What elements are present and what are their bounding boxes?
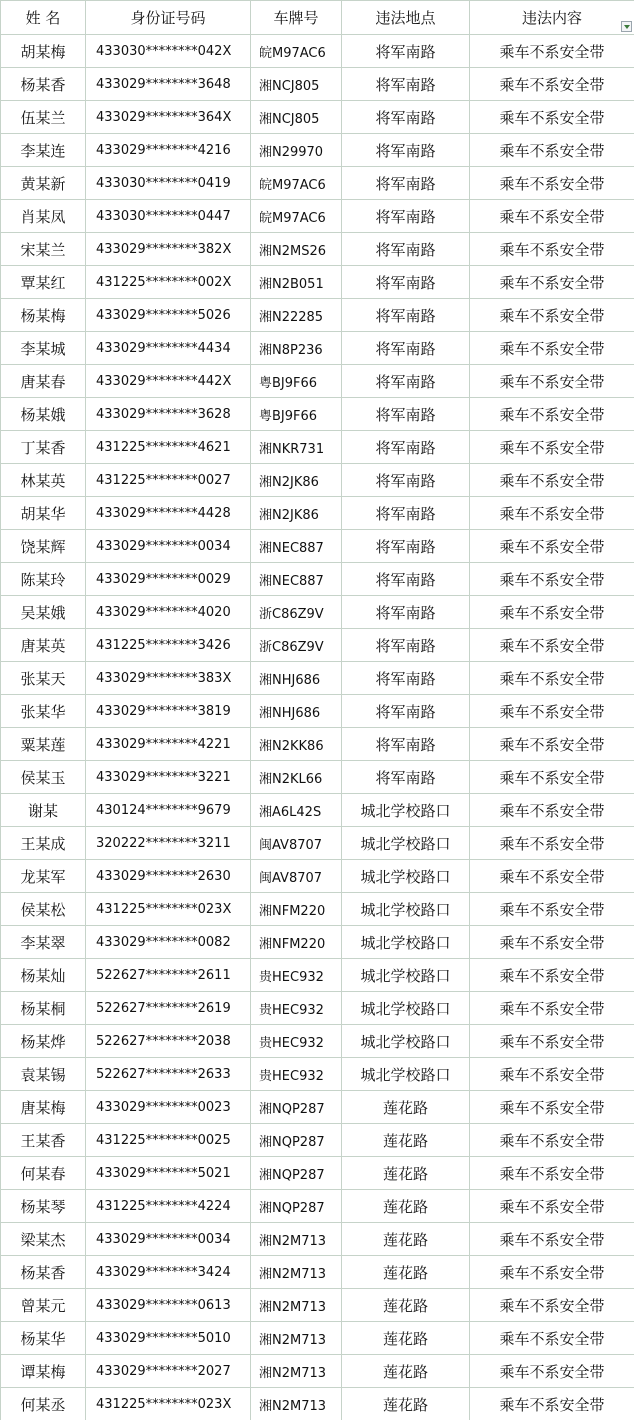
cell-violation[interactable]: 乘车不系安全带 — [470, 1223, 634, 1256]
cell-name[interactable]: 宋某兰 — [1, 233, 86, 266]
cell-location[interactable]: 城北学校路口 — [342, 992, 470, 1025]
cell-id-number[interactable]: 431225********0025 — [86, 1124, 251, 1157]
cell-id-number[interactable]: 433029********4216 — [86, 134, 251, 167]
table-row — [1, 827, 634, 860]
cell-id-number[interactable]: 433029********382X — [86, 233, 251, 266]
cell-id-number[interactable]: 433029********3648 — [86, 68, 251, 101]
cell-violation[interactable]: 乘车不系安全带 — [470, 431, 634, 464]
cell-plate[interactable]: 湘NHJ686 — [251, 695, 342, 728]
cell-violation[interactable]: 乘车不系安全带 — [470, 1157, 634, 1190]
cell-plate[interactable]: 粤BJ9F66 — [251, 365, 342, 398]
cell-location[interactable]: 莲花路 — [342, 1355, 470, 1388]
table-row — [1, 233, 634, 266]
cell-plate[interactable]: 贵HEC932 — [251, 1025, 342, 1058]
cell-plate[interactable]: 湘N2M713 — [251, 1223, 342, 1256]
cell-violation[interactable]: 乘车不系安全带 — [470, 596, 634, 629]
cell-plate[interactable]: 浙C86Z9V — [251, 629, 342, 662]
cell-location[interactable]: 将军南路 — [342, 728, 470, 761]
cell-location[interactable]: 城北学校路口 — [342, 827, 470, 860]
cell-plate[interactable]: 湘NQP287 — [251, 1124, 342, 1157]
cell-location[interactable]: 将军南路 — [342, 629, 470, 662]
cell-plate[interactable]: 湘N2KL66 — [251, 761, 342, 794]
cell-id-number[interactable]: 433029********364X — [86, 101, 251, 134]
cell-name[interactable]: 胡某梅 — [1, 35, 86, 68]
cell-location[interactable]: 将军南路 — [342, 200, 470, 233]
cell-location[interactable]: 将军南路 — [342, 464, 470, 497]
table-row — [1, 563, 634, 596]
cell-violation[interactable]: 乘车不系安全带 — [470, 101, 634, 134]
filter-dropdown-icon[interactable] — [621, 21, 632, 32]
cell-location[interactable]: 将军南路 — [342, 431, 470, 464]
cell-location[interactable]: 莲花路 — [342, 1322, 470, 1355]
cell-id-number[interactable]: 431225********4224 — [86, 1190, 251, 1223]
cell-violation[interactable]: 乘车不系安全带 — [470, 1388, 634, 1420]
cell-location[interactable]: 莲花路 — [342, 1190, 470, 1223]
cell-id-number[interactable]: 433029********4221 — [86, 728, 251, 761]
cell-name[interactable]: 覃某红 — [1, 266, 86, 299]
header-plate[interactable]: 车牌号 — [251, 1, 342, 35]
cell-id-number[interactable]: 320222********3211 — [86, 827, 251, 860]
header-row — [1, 1, 634, 35]
cell-id-number[interactable]: 430124********9679 — [86, 794, 251, 827]
header-violation[interactable] — [470, 1, 634, 35]
cell-id-number[interactable]: 433029********4428 — [86, 497, 251, 530]
cell-id-number[interactable]: 433029********0023 — [86, 1091, 251, 1124]
cell-location[interactable]: 莲花路 — [342, 1256, 470, 1289]
cell-violation[interactable]: 乘车不系安全带 — [470, 728, 634, 761]
table-row — [1, 761, 634, 794]
cell-name[interactable]: 粟某莲 — [1, 728, 86, 761]
cell-location[interactable]: 城北学校路口 — [342, 893, 470, 926]
cell-violation[interactable]: 乘车不系安全带 — [470, 167, 634, 200]
table-row — [1, 167, 634, 200]
cell-id-number[interactable]: 433029********3819 — [86, 695, 251, 728]
cell-name[interactable]: 唐某英 — [1, 629, 86, 662]
cell-id-number[interactable]: 433029********0034 — [86, 1223, 251, 1256]
cell-location[interactable]: 将军南路 — [342, 365, 470, 398]
cell-name[interactable]: 王某香 — [1, 1124, 86, 1157]
cell-id-number[interactable]: 433030********0419 — [86, 167, 251, 200]
cell-name[interactable]: 袁某锡 — [1, 1058, 86, 1091]
cell-name[interactable]: 杨某灿 — [1, 959, 86, 992]
cell-name[interactable]: 杨某琴 — [1, 1190, 86, 1223]
cell-id-number[interactable]: 522627********2619 — [86, 992, 251, 1025]
cell-name[interactable]: 曾某元 — [1, 1289, 86, 1322]
table-row — [1, 200, 634, 233]
cell-violation[interactable]: 乘车不系安全带 — [470, 794, 634, 827]
cell-violation[interactable]: 乘车不系安全带 — [470, 497, 634, 530]
header-violation-label: 违法内容 — [521, 9, 582, 27]
cell-name[interactable]: 胡某华 — [1, 497, 86, 530]
table-body — [1, 35, 634, 1420]
cell-violation[interactable]: 乘车不系安全带 — [470, 827, 634, 860]
cell-id-number[interactable]: 433029********0082 — [86, 926, 251, 959]
cell-violation[interactable]: 乘车不系安全带 — [470, 200, 634, 233]
cell-location[interactable]: 将军南路 — [342, 563, 470, 596]
cell-plate[interactable]: 贵HEC932 — [251, 992, 342, 1025]
cell-violation[interactable]: 乘车不系安全带 — [470, 860, 634, 893]
cell-location[interactable]: 城北学校路口 — [342, 860, 470, 893]
cell-violation[interactable]: 乘车不系安全带 — [470, 662, 634, 695]
cell-plate[interactable]: 闽AV8707 — [251, 860, 342, 893]
cell-name[interactable]: 伍某兰 — [1, 101, 86, 134]
table-row — [1, 398, 634, 431]
cell-name[interactable]: 丁某香 — [1, 431, 86, 464]
cell-id-number[interactable]: 433029********3424 — [86, 1256, 251, 1289]
cell-name[interactable]: 林某英 — [1, 464, 86, 497]
cell-plate[interactable]: 湘NKR731 — [251, 431, 342, 464]
table-row — [1, 629, 634, 662]
cell-location[interactable]: 将军南路 — [342, 266, 470, 299]
cell-name[interactable]: 杨某香 — [1, 1256, 86, 1289]
cell-violation[interactable]: 乘车不系安全带 — [470, 530, 634, 563]
cell-plate[interactable]: 湘N2B051 — [251, 266, 342, 299]
cell-name[interactable]: 饶某辉 — [1, 530, 86, 563]
cell-plate[interactable]: 皖M97AC6 — [251, 167, 342, 200]
cell-location[interactable]: 将军南路 — [342, 68, 470, 101]
cell-violation[interactable]: 乘车不系安全带 — [470, 1091, 634, 1124]
cell-plate[interactable]: 湘NCJ805 — [251, 68, 342, 101]
cell-location[interactable]: 城北学校路口 — [342, 794, 470, 827]
table-row — [1, 68, 634, 101]
cell-violation[interactable]: 乘车不系安全带 — [470, 1058, 634, 1091]
cell-plate[interactable]: 湘NQP287 — [251, 1091, 342, 1124]
cell-violation[interactable]: 乘车不系安全带 — [470, 629, 634, 662]
cell-id-number[interactable]: 431225********3426 — [86, 629, 251, 662]
cell-name[interactable]: 唐某梅 — [1, 1091, 86, 1124]
cell-id-number[interactable]: 433029********4020 — [86, 596, 251, 629]
cell-id-number[interactable]: 433030********042X — [86, 35, 251, 68]
cell-id-number[interactable]: 433029********0034 — [86, 530, 251, 563]
cell-plate[interactable]: 湘N2M713 — [251, 1289, 342, 1322]
cell-plate[interactable]: 浙C86Z9V — [251, 596, 342, 629]
table-row — [1, 1124, 634, 1157]
cell-id-number[interactable]: 433029********0029 — [86, 563, 251, 596]
cell-violation[interactable]: 乘车不系安全带 — [470, 398, 634, 431]
table-row — [1, 1388, 634, 1420]
cell-id-number[interactable]: 433029********3628 — [86, 398, 251, 431]
cell-plate[interactable]: 湘NFM220 — [251, 893, 342, 926]
cell-location[interactable]: 城北学校路口 — [342, 959, 470, 992]
cell-violation[interactable]: 乘车不系安全带 — [470, 992, 634, 1025]
cell-id-number[interactable]: 431225********0027 — [86, 464, 251, 497]
table-row — [1, 266, 634, 299]
cell-name[interactable]: 张某华 — [1, 695, 86, 728]
cell-plate[interactable]: 贵HEC932 — [251, 1058, 342, 1091]
table-row — [1, 1322, 634, 1355]
cell-name[interactable]: 杨某香 — [1, 68, 86, 101]
cell-id-number[interactable]: 433029********3221 — [86, 761, 251, 794]
cell-plate[interactable]: 湘NFM220 — [251, 926, 342, 959]
cell-plate[interactable]: 闽AV8707 — [251, 827, 342, 860]
table-row — [1, 596, 634, 629]
cell-name[interactable]: 何某春 — [1, 1157, 86, 1190]
table-row — [1, 860, 634, 893]
cell-id-number[interactable]: 522627********2611 — [86, 959, 251, 992]
cell-name[interactable]: 侯某玉 — [1, 761, 86, 794]
cell-plate[interactable]: 湘N2MS26 — [251, 233, 342, 266]
cell-plate[interactable]: 湘N29970 — [251, 134, 342, 167]
cell-violation[interactable]: 乘车不系安全带 — [470, 464, 634, 497]
cell-id-number[interactable]: 433029********5010 — [86, 1322, 251, 1355]
cell-plate[interactable]: 皖M97AC6 — [251, 35, 342, 68]
table-row — [1, 1058, 634, 1091]
cell-name[interactable]: 陈某玲 — [1, 563, 86, 596]
cell-location[interactable]: 将军南路 — [342, 497, 470, 530]
cell-location[interactable]: 城北学校路口 — [342, 1058, 470, 1091]
table-row — [1, 959, 634, 992]
cell-violation[interactable]: 乘车不系安全带 — [470, 35, 634, 68]
cell-violation[interactable]: 乘车不系安全带 — [470, 1190, 634, 1223]
cell-violation[interactable]: 乘车不系安全带 — [470, 134, 634, 167]
cell-name[interactable]: 杨某华 — [1, 1322, 86, 1355]
cell-name[interactable]: 王某成 — [1, 827, 86, 860]
table-row — [1, 992, 634, 1025]
cell-plate[interactable]: 湘N2JK86 — [251, 464, 342, 497]
cell-id-number[interactable]: 431225********002X — [86, 266, 251, 299]
cell-location[interactable]: 将军南路 — [342, 167, 470, 200]
cell-location[interactable]: 将军南路 — [342, 695, 470, 728]
cell-plate[interactable]: 湘N2M713 — [251, 1256, 342, 1289]
cell-name[interactable]: 李某翠 — [1, 926, 86, 959]
cell-violation[interactable]: 乘车不系安全带 — [470, 1256, 634, 1289]
table-row — [1, 728, 634, 761]
cell-id-number[interactable]: 433029********4434 — [86, 332, 251, 365]
cell-plate[interactable]: 湘N2M713 — [251, 1355, 342, 1388]
cell-location[interactable]: 将军南路 — [342, 596, 470, 629]
header-name[interactable]: 姓 名 — [1, 1, 86, 35]
cell-id-number[interactable]: 522627********2633 — [86, 1058, 251, 1091]
cell-id-number[interactable]: 433029********383X — [86, 662, 251, 695]
cell-plate[interactable]: 湘N8P236 — [251, 332, 342, 365]
table-row — [1, 926, 634, 959]
table-row — [1, 1289, 634, 1322]
table-row — [1, 299, 634, 332]
table-row — [1, 464, 634, 497]
cell-violation[interactable]: 乘车不系安全带 — [470, 365, 634, 398]
cell-id-number[interactable]: 433029********2027 — [86, 1355, 251, 1388]
cell-location[interactable]: 将军南路 — [342, 35, 470, 68]
cell-id-number[interactable]: 431225********4621 — [86, 431, 251, 464]
cell-location[interactable]: 将军南路 — [342, 761, 470, 794]
cell-name[interactable]: 梁某杰 — [1, 1223, 86, 1256]
cell-name[interactable]: 谢某 — [1, 794, 86, 827]
cell-violation[interactable]: 乘车不系安全带 — [470, 893, 634, 926]
table-row — [1, 1025, 634, 1058]
cell-id-number[interactable]: 522627********2038 — [86, 1025, 251, 1058]
cell-violation[interactable]: 乘车不系安全带 — [470, 266, 634, 299]
cell-id-number[interactable]: 433029********5021 — [86, 1157, 251, 1190]
header-location[interactable]: 违法地点 — [342, 1, 470, 35]
cell-plate[interactable]: 贵HEC932 — [251, 959, 342, 992]
cell-plate[interactable]: 湘N2M713 — [251, 1322, 342, 1355]
cell-violation[interactable]: 乘车不系安全带 — [470, 695, 634, 728]
table-row — [1, 365, 634, 398]
table-row — [1, 35, 634, 68]
cell-location[interactable]: 将军南路 — [342, 299, 470, 332]
cell-violation[interactable]: 乘车不系安全带 — [470, 1355, 634, 1388]
cell-plate[interactable]: 湘A6L42S — [251, 794, 342, 827]
table-row — [1, 101, 634, 134]
cell-plate[interactable]: 湘N2M713 — [251, 1388, 342, 1420]
table-row — [1, 893, 634, 926]
cell-name[interactable]: 吴某娥 — [1, 596, 86, 629]
cell-name[interactable]: 龙某军 — [1, 860, 86, 893]
cell-name[interactable]: 肖某凤 — [1, 200, 86, 233]
cell-plate[interactable]: 湘N2JK86 — [251, 497, 342, 530]
cell-plate[interactable]: 皖M97AC6 — [251, 200, 342, 233]
cell-location[interactable]: 莲花路 — [342, 1091, 470, 1124]
cell-plate[interactable]: 湘NEC887 — [251, 530, 342, 563]
cell-location[interactable]: 将军南路 — [342, 398, 470, 431]
cell-name[interactable]: 谭某梅 — [1, 1355, 86, 1388]
cell-violation[interactable]: 乘车不系安全带 — [470, 1025, 634, 1058]
cell-name[interactable]: 李某连 — [1, 134, 86, 167]
cell-name[interactable]: 杨某娥 — [1, 398, 86, 431]
cell-id-number[interactable]: 433029********5026 — [86, 299, 251, 332]
table-row — [1, 662, 634, 695]
cell-id-number[interactable]: 433029********0613 — [86, 1289, 251, 1322]
cell-violation[interactable]: 乘车不系安全带 — [470, 563, 634, 596]
cell-location[interactable]: 莲花路 — [342, 1388, 470, 1420]
cell-violation[interactable]: 乘车不系安全带 — [470, 299, 634, 332]
cell-id-number[interactable]: 433030********0447 — [86, 200, 251, 233]
cell-location[interactable]: 城北学校路口 — [342, 1025, 470, 1058]
cell-location[interactable]: 将军南路 — [342, 530, 470, 563]
cell-plate[interactable]: 湘NQP287 — [251, 1190, 342, 1223]
cell-id-number[interactable]: 433029********442X — [86, 365, 251, 398]
cell-location[interactable]: 莲花路 — [342, 1223, 470, 1256]
cell-name[interactable]: 杨某烨 — [1, 1025, 86, 1058]
table-row — [1, 530, 634, 563]
cell-name[interactable]: 杨某桐 — [1, 992, 86, 1025]
table-row — [1, 1190, 634, 1223]
table-row — [1, 1157, 634, 1190]
cell-plate[interactable]: 湘NCJ805 — [251, 101, 342, 134]
cell-violation[interactable]: 乘车不系安全带 — [470, 233, 634, 266]
table-row — [1, 1091, 634, 1124]
cell-location[interactable]: 莲花路 — [342, 1157, 470, 1190]
cell-location[interactable]: 将军南路 — [342, 332, 470, 365]
cell-name[interactable]: 李某城 — [1, 332, 86, 365]
cell-plate[interactable]: 粤BJ9F66 — [251, 398, 342, 431]
cell-plate[interactable]: 湘NHJ686 — [251, 662, 342, 695]
table-row — [1, 1355, 634, 1388]
table-row — [1, 1223, 634, 1256]
table-row — [1, 794, 634, 827]
table-row — [1, 497, 634, 530]
cell-location[interactable]: 将军南路 — [342, 134, 470, 167]
cell-id-number[interactable]: 431225********023X — [86, 1388, 251, 1420]
cell-violation[interactable]: 乘车不系安全带 — [470, 1322, 634, 1355]
cell-location[interactable]: 将军南路 — [342, 662, 470, 695]
cell-violation[interactable]: 乘车不系安全带 — [470, 926, 634, 959]
cell-location[interactable]: 城北学校路口 — [342, 926, 470, 959]
cell-violation[interactable]: 乘车不系安全带 — [470, 1124, 634, 1157]
cell-violation[interactable]: 乘车不系安全带 — [470, 761, 634, 794]
cell-violation[interactable]: 乘车不系安全带 — [470, 68, 634, 101]
cell-name[interactable]: 杨某梅 — [1, 299, 86, 332]
cell-location[interactable]: 莲花路 — [342, 1289, 470, 1322]
cell-name[interactable]: 侯某松 — [1, 893, 86, 926]
cell-name[interactable]: 唐某春 — [1, 365, 86, 398]
table-row — [1, 134, 634, 167]
cell-location[interactable]: 莲花路 — [342, 1124, 470, 1157]
cell-location[interactable]: 将军南路 — [342, 101, 470, 134]
cell-id-number[interactable]: 431225********023X — [86, 893, 251, 926]
cell-name[interactable]: 何某丞 — [1, 1388, 86, 1420]
cell-id-number[interactable]: 433029********2630 — [86, 860, 251, 893]
table-row — [1, 332, 634, 365]
table-row — [1, 695, 634, 728]
cell-plate[interactable]: 湘NQP287 — [251, 1157, 342, 1190]
cell-plate[interactable]: 湘NEC887 — [251, 563, 342, 596]
cell-violation[interactable]: 乘车不系安全带 — [470, 1289, 634, 1322]
cell-location[interactable]: 将军南路 — [342, 233, 470, 266]
cell-plate[interactable]: 湘N2KK86 — [251, 728, 342, 761]
cell-violation[interactable]: 乘车不系安全带 — [470, 959, 634, 992]
cell-plate[interactable]: 湘N22285 — [251, 299, 342, 332]
cell-name[interactable]: 黄某新 — [1, 167, 86, 200]
table-row — [1, 431, 634, 464]
table-row — [1, 1256, 634, 1289]
cell-violation[interactable]: 乘车不系安全带 — [470, 332, 634, 365]
cell-name[interactable]: 张某天 — [1, 662, 86, 695]
header-id-number[interactable]: 身份证号码 — [86, 1, 251, 35]
